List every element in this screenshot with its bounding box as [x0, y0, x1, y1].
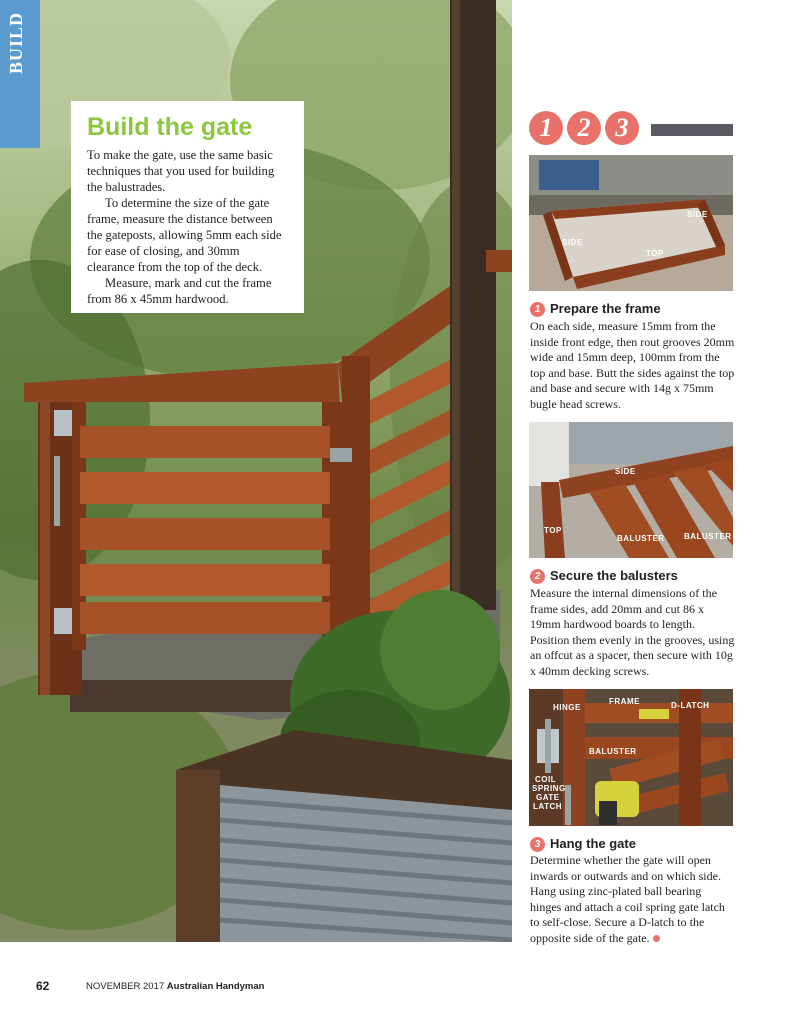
photo-label: BALUSTER [617, 534, 665, 543]
step-3-text [530, 853, 735, 947]
photo-label: BALUSTER [589, 747, 637, 756]
issue-line [86, 981, 264, 992]
photo-label: TOP [544, 526, 562, 535]
intro-paragraph: Measure, mark and cut the frame from 86 x 45mm hardwood. [87, 276, 272, 306]
step-3-photo [529, 689, 733, 826]
step-badge: 3 [605, 111, 639, 145]
step-1-photo [529, 155, 733, 291]
step-title-text: Prepare the frame [550, 301, 661, 316]
page-number: 62 [36, 979, 50, 993]
intro-title: Build the gate [87, 113, 253, 141]
section-tab [0, 0, 40, 148]
step-number-icon: 2 [530, 569, 545, 584]
step-title-text: Secure the balusters [550, 568, 678, 583]
section-tab-label: BUILD [6, 12, 26, 75]
photo-label: GATE [536, 793, 560, 802]
photo-label: COIL [535, 775, 557, 784]
step-badge: 2 [567, 111, 601, 145]
step-2-photo [529, 422, 733, 558]
header-rule [651, 124, 733, 136]
photo-label: SIDE [615, 467, 636, 476]
intro-paragraph: To make the gate, use the same basic techniques that you used for building the balustrades. [87, 148, 275, 194]
photo-label: SPRING [532, 784, 566, 793]
step-3-title [530, 836, 636, 852]
photo-label: TOP [646, 249, 664, 258]
step-1-text: On each side, measure 15mm from the inside front edge, then rout grooves 20mm wide and 15mm deep, 100mm from the top and base. Butt the sides against the top and base and secure with 14g x 75mm bugle head screws. [530, 319, 735, 411]
step-2-text: Measure the internal dimensions of the frame sides, add 20mm and cut 86 x 19mm hardwood boards to length. Position them evenly in the grooves, using an offcut as a spacer, then secure with 10g x 40mm decking screws. [530, 586, 735, 678]
frame-photo-illustration [529, 155, 733, 291]
step-2-title [530, 568, 678, 584]
intro-paragraph: To determine the size of the gate frame, measure the distance between the gateposts, allowing 5mm each side for ease of closing, and 30mm clearance from the top of the deck. [87, 196, 282, 274]
photo-label: FRAME [609, 697, 640, 706]
photo-label: D-LATCH [671, 701, 710, 710]
end-mark-icon [653, 935, 660, 942]
intro-panel [71, 101, 304, 313]
photo-label: HINGE [553, 703, 581, 712]
step-badge: 1 [529, 111, 563, 145]
step-1-title [530, 301, 661, 317]
step-title-text: Hang the gate [550, 836, 636, 851]
photo-label: SIDE [687, 210, 708, 219]
step-number-icon: 1 [530, 302, 545, 317]
photo-label: LATCH [533, 802, 563, 811]
step-number-icon: 3 [530, 837, 545, 852]
magazine-name: Australian Handyman [166, 981, 265, 992]
issue-date: NOVEMBER 2017 [86, 981, 165, 992]
photo-label: BALUSTER [684, 532, 732, 541]
photo-label: SIDE [562, 238, 583, 247]
step-3-text-body: Determine whether the gate will open inwards or outwards and on which side. Hang using zinc-plated ball bearing hinges and attach a coil spring gate latch to self-close. Secure a D-latch to the opposite side of the gate. [530, 853, 725, 945]
